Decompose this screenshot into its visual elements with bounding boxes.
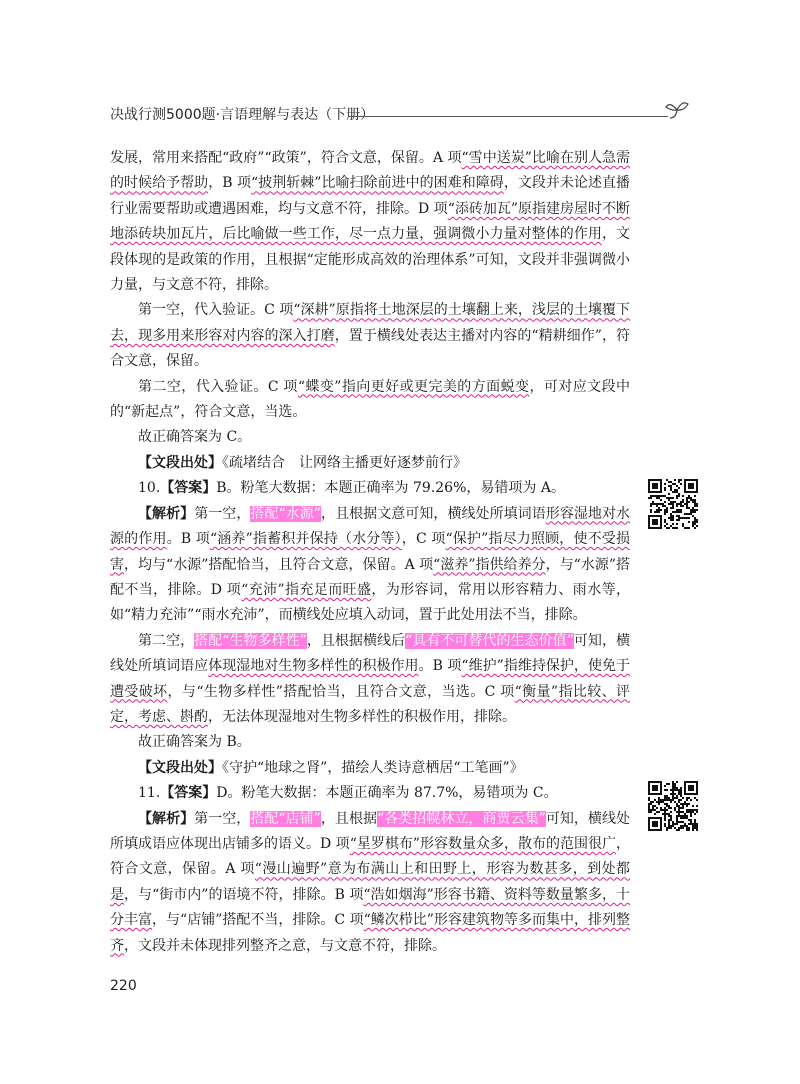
answer-line-11: 11.【答案】D。粉笔大数据：本题正确率为 87.7%，易错项为 C。 (138, 785, 558, 802)
answer-line-10: 10.【答案】B。粉笔大数据：本题正确率为 79.26%，易错项为 A。 (138, 480, 565, 497)
qr-code-icon[interactable] (648, 479, 698, 529)
book-title: 决战行测5000题·言语理解与表达（下册） (110, 107, 375, 123)
source-note-2: 【文段出处】《守护“地球之肾”，描绘人类诗意栖居“工笔画”》 (138, 759, 524, 776)
paragraph-1: 发展，常用来搭配“政府”“政策”，符合文意，保留。A 项“雪中送炭”比喻在别人急需的时候给予帮助，B 项“披荆斩棘”比喻扫除前进中的困难和障碍，文段并未论述直播行业需要帮助或遭遇困难，均与文意不符，排除。D 项“添砖加瓦”原指建房屋时不断地添砖块加瓦片，后比喻做一些工作，尽一点力量，强调微小力量对整体的作用，文段体现的是政策的作用，且根据“定能形成高效的治理体系”可知，文段并非强调微小力量，与文意不符，排除。 (110, 150, 631, 294)
answer-conclusion-9: 故正确答案为 C。 (138, 429, 252, 446)
analysis-10-blank1: 【解析】第一空，搭配“水源”，且根据文意可知，横线处所填词语形容湿地对水源的作用。B 项“涵养”指蓄积并保持（水分等），C 项“保护”指尽力照顾，使不受损害，均与“水源”搭配恰当，且符合文意，保留。A 项“滋养”指供给养分，与“水源”搭配不当，排除。D 项“充沛”指充足而旺盛，为形容词，常用以形容精力、雨水等，如“精力充沛”“雨水充沛”，而横线处应填入动词，置于此处用法不当，排除。 (110, 505, 631, 624)
analysis-10-blank2: 第二空，搭配“生物多样性”，且根据横线后“具有不可替代的生态价值”可知，横线处所填词语应体现湿地对生物多样性的积极作用。B 项“维护”指维持保护，使免于遭受破坏，与“生物多样性”搭配恰当，且符合文意，当选。C 项“衡量”指比较、评定，考虑、斟酌，无法体现湿地对生物多样性的积极作用，排除。 (110, 632, 631, 725)
paragraph-2: 第一空，代入验证。C 项“深耕”原指将土地深层的土壤翻上来，浅层的土壤覆下去，现多用来形容对内容的深入打磨，置于横线处表达主播对内容的“精耕细作”，符合文意，保留。 (110, 302, 630, 370)
header-rule (348, 116, 668, 117)
sprout-icon (664, 98, 690, 122)
answer-conclusion-10: 故正确答案为 B。 (138, 734, 251, 751)
running-header (110, 106, 690, 126)
qr-code-icon[interactable] (648, 781, 698, 831)
page-body (110, 146, 630, 959)
page-number: 220 (110, 978, 137, 994)
analysis-11: 【解析】第一空，搭配“店铺”，且根据“各类招幌林立，商贾云集”可知，横线处所填成语应体现出店铺多的语义。D 项“星罗棋布”形容数量众多，散布的范围很广，符合文意，保留。A 项“漫山遍野”意为布满山上和田野上，形容为数甚多，到处都是，与“街市内”的语境不符，排除。B 项“浩如烟海”形容书籍、资料等数量繁多，十分丰富，与“店铺”搭配不当，排除。C 项“鳞次栉比”形容建筑物等多而集中，排列整齐，文段并未体现排列整齐之意，与文意不符，排除。 (110, 810, 631, 954)
source-note-1: 【文段出处】《疏堵结合 让网络主播更好逐梦前行》 (138, 454, 467, 471)
paragraph-3: 第二空，代入验证。C 项“蝶变”指向更好或更完美的方面蜕变，可对应文段中的“新起点”，符合文意，当选。 (110, 378, 630, 421)
